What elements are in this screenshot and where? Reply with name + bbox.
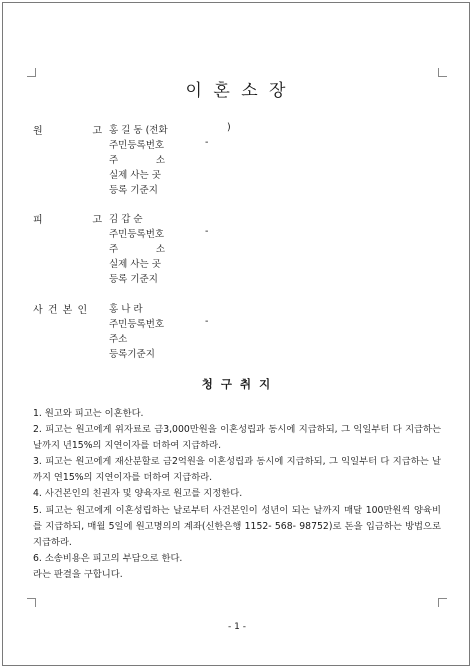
plaintiff-address-label: 주 소 xyxy=(109,155,165,166)
claim-item: 4. 사건본인의 친권자 및 양육자로 원고를 지정한다. xyxy=(33,488,243,500)
plaintiff-label: 원 고 xyxy=(33,126,103,137)
plaintiff-registry-label: 등록 기준지 xyxy=(109,185,158,196)
claim-item: 6. 소송비용은 피고의 부담으로 한다. xyxy=(33,552,183,564)
plaintiff-residence-label: 실제 사는 곳 xyxy=(109,170,161,181)
plaintiff-id-dash: - xyxy=(205,137,209,148)
principal-address-label: 주소 xyxy=(109,334,128,345)
principal-id-dash: - xyxy=(205,316,209,327)
margin-mark-bottom-right xyxy=(438,598,447,607)
page-number: - 1 - xyxy=(228,622,246,632)
defendant-id-dash: - xyxy=(205,226,209,237)
claim-item: 5. 피고는 원고에게 이혼성립하는 날로부터 사건본인이 성년이 되는 날까지 매달 100만원씩 양육비를 지급하되, 매월 5일에 원고명의의 계좌(신한은행 1152- 568- 98752)로 돈을 입금하는 방법으로 지급하라. xyxy=(33,504,441,548)
defendant-name-line: 김 갑 순 xyxy=(109,214,143,225)
defendant-label: 피 고 xyxy=(33,215,103,226)
claims-heading: 청 구 취 지 xyxy=(201,377,273,391)
principal-label: 사 건 본 인 xyxy=(33,305,89,316)
defendant-address-label: 주 소 xyxy=(109,244,165,255)
principal-name-line: 홍 나 라 xyxy=(109,304,143,315)
claim-item: 3. 피고는 원고에게 재산분할로 금2억원을 이혼성립과 동시에 지급하되, 그 익일부터 다 지급하는 날까지 연15%의 지연이자를 더하여 지급하라. xyxy=(33,456,441,484)
principal-registry-label: 등록기준지 xyxy=(109,349,155,360)
margin-mark-bottom-left xyxy=(27,598,36,607)
principal-id-label: 주민등록번호 xyxy=(109,319,165,330)
defendant-registry-label: 등록 기준지 xyxy=(109,274,158,285)
plaintiff-name-line: 홍 길 동 (전화 xyxy=(109,125,168,136)
claim-item: 2. 피고는 원고에게 위자료로 금3,000만원을 이혼성립과 동시에 지급하되, 그 익일부터 다 지급하는 날까지 년15%의 지연이자를 더하여 지급하라. xyxy=(33,424,441,452)
plaintiff-id-label: 주민등록번호 xyxy=(109,140,165,151)
document-title: 이 혼 소 장 xyxy=(185,81,289,101)
defendant-id-label: 주민등록번호 xyxy=(109,229,165,240)
claims-list xyxy=(33,406,441,583)
closing-statement: 라는 판결을 구합니다. xyxy=(33,568,123,580)
claim-item: 1. 원고와 피고는 이혼한다. xyxy=(33,408,144,419)
plaintiff-phone-close: ) xyxy=(227,122,231,133)
defendant-residence-label: 실제 사는 곳 xyxy=(109,259,161,270)
